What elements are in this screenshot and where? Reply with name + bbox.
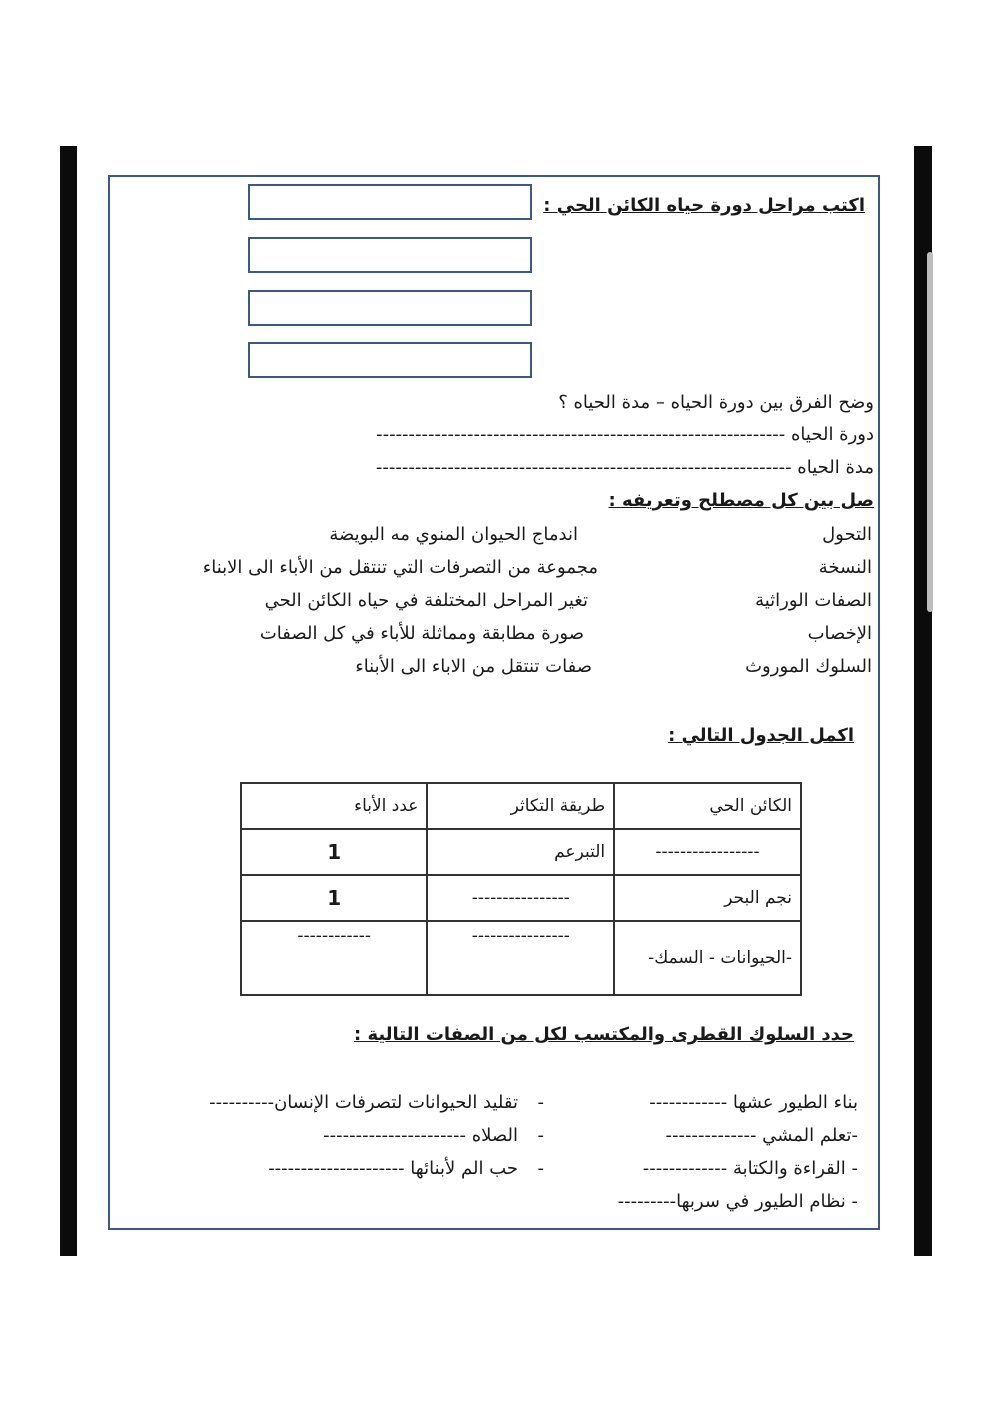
reproduction-table — [240, 782, 802, 996]
definition-3: تغير المراحل المختلفة في حياه الكائن الحي — [264, 590, 588, 611]
cell-method[interactable]: ---------------- — [427, 875, 614, 921]
behavior-heading: حدد السلوك القطرى والمكتسب لكل من الصفات التالية : — [354, 1024, 854, 1045]
cell-parents: 1 — [241, 875, 427, 921]
definition-5: صفات تنتقل من الاباء الى الأبناء — [355, 656, 592, 677]
cell-organism[interactable]: ----------------- — [614, 829, 801, 875]
difference-lifespan-line: مدة الحياه ---------------------------------------------------------------- — [375, 457, 874, 478]
matching-heading: صل بين كل مصطلح وتعريفه : — [608, 490, 874, 511]
header-method: طريقة التكاثر — [427, 783, 614, 829]
definition-4: صورة مطابقة ومماثلة للأباء في كل الصفات — [259, 623, 584, 644]
header-parents: عدد الأباء — [241, 783, 427, 829]
behavior-item-1: بناء الطيور عشها ------------ — [649, 1092, 858, 1113]
cell-organism: نجم البحر — [614, 875, 801, 921]
behavior-item-7: - نظام الطيور في سربها--------- — [617, 1191, 858, 1212]
behavior-item-5: - القراءة والكتابة ------------- — [642, 1158, 858, 1179]
term-2: النسخة — [818, 557, 872, 578]
header-organism: الكائن الحي — [614, 783, 801, 829]
table-row — [241, 829, 801, 875]
behavior-item-3: -تعلم المشي -------------- — [665, 1125, 858, 1146]
term-5: السلوك الموروث — [745, 656, 872, 677]
lifecycle-heading: اكتب مراحل دورة حياه الكائن الحي : — [543, 195, 865, 216]
definition-1: اندماج الحيوان المنوي مه البويضة — [329, 524, 578, 545]
difference-question: وضح الفرق بين دورة الحياه – مدة الحياه ؟ — [558, 392, 874, 413]
scrollbar-thumb[interactable] — [927, 252, 933, 612]
behavior-item-2: تقليد الحيوانات لتصرفات الإنسان---------- — [209, 1092, 518, 1113]
lifecycle-stage-box-1[interactable] — [248, 184, 532, 220]
term-3: الصفات الوراثية — [755, 590, 872, 611]
cell-parents: 1 — [241, 829, 427, 875]
table-header-row — [241, 783, 801, 829]
table-row — [241, 875, 801, 921]
lifecycle-stage-box-2[interactable] — [248, 237, 532, 273]
difference-lifecycle-line: دورة الحياه --------------------------------------------------------------- — [376, 424, 874, 445]
cell-method: التبرعم — [427, 829, 614, 875]
term-1: التحول — [822, 524, 872, 545]
behavior-item-6: حب الم لأبنائها --------------------- — [268, 1158, 518, 1179]
behavior-separator-2: - — [537, 1125, 544, 1146]
behavior-separator-3: - — [537, 1158, 544, 1179]
worksheet-border — [108, 175, 880, 1230]
left-frame-bar — [60, 146, 77, 1256]
cell-method[interactable]: ---------------- — [427, 921, 614, 995]
term-4: الإخصاب — [807, 623, 872, 644]
cell-organism: -الحيوانات - السمك- — [614, 921, 801, 995]
table-heading: اكمل الجدول التالي : — [668, 725, 854, 746]
definition-2: مجموعة من التصرفات التي تنتقل من الأباء الى الابناء — [202, 557, 598, 578]
behavior-separator-1: - — [537, 1092, 544, 1113]
cell-parents[interactable]: ------------ — [241, 921, 427, 995]
behavior-item-4: الصلاه ---------------------- — [323, 1125, 518, 1146]
table-row — [241, 921, 801, 995]
lifecycle-stage-box-4[interactable] — [248, 342, 532, 378]
lifecycle-stage-box-3[interactable] — [248, 290, 532, 326]
